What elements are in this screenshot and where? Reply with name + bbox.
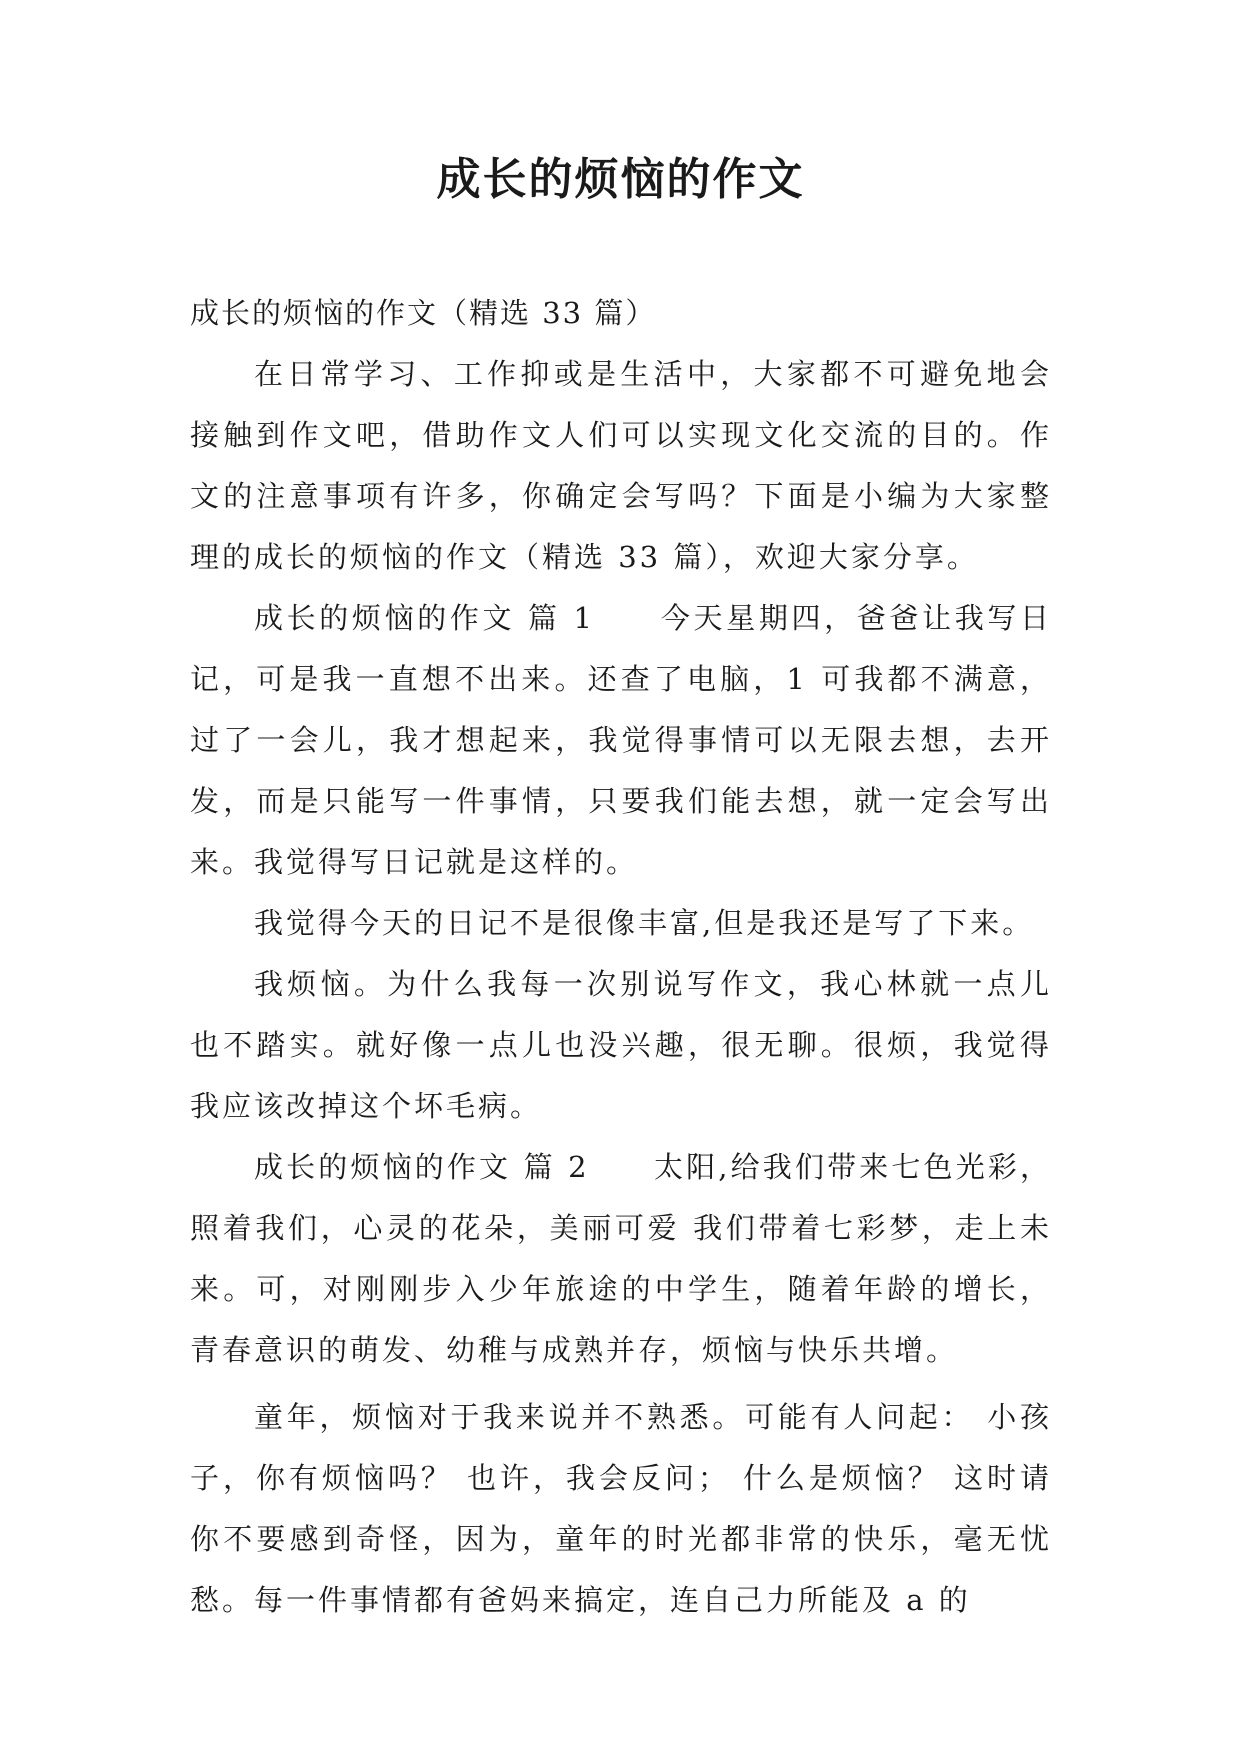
paragraph-essay-1: 成长的烦恼的作文 篇 1 今天星期四，爸爸让我写日记，可是我一直想不出来。还查了电脑，1 可我都不满意，过了一会儿，我才想起来，我觉得事情可以无限去想，去开发，而是只能写一件事情，只要我们能去想，就一定会写出来。我觉得写日记就是这样的。 [190,601,1052,879]
paragraph-intro: 在日常学习、工作抑或是生活中，大家都不可避免地会接触到作文吧，借助作文人们可以实现文化交流的目的。作文的注意事项有许多，你确定会写吗？下面是小编为大家整理的成长的烦恼的作文（精选 33 篇），欢迎大家分享。 [190,357,1052,574]
document-title: 成长的烦恼的作文 [436,154,805,205]
document-subtitle: 成长的烦恼的作文（精选 33 篇） [190,296,657,330]
paragraph-essay-2: 成长的烦恼的作文 篇 2 太阳,给我们带来七色光彩，照着我们，心灵的花朵，美丽可爱 我们带着七彩梦，走上未来。可，对刚刚步入少年旅途的中学生，随着年龄的增长，青春意识的萌发、幼稚与成熟并存，烦恼与快乐共增。 [190,1150,1052,1367]
paragraph-essay-1-diary: 我觉得今天的日记不是很像丰富,但是我还是写了下来。 [254,906,1035,940]
paragraph-essay-2-childhood: 童年，烦恼对于我来说并不熟悉。可能有人问起： 小孩子，你有烦恼吗？ 也许，我会反问； 什么是烦恼？ 这时请你不要感到奇怪，因为，童年的时光都非常的快乐，毫无忧愁。每一件事情都有爸妈来搞定，连自己力所能及 a 的 [190,1400,1052,1617]
paragraph-essay-1-worry: 我烦恼。为什么我每一次别说写作文，我心林就一点儿也不踏实。就好像一点儿也没兴趣，很无聊。很烦，我觉得我应该改掉这个坏毛病。 [190,967,1052,1123]
document-body [190,283,1052,1631]
